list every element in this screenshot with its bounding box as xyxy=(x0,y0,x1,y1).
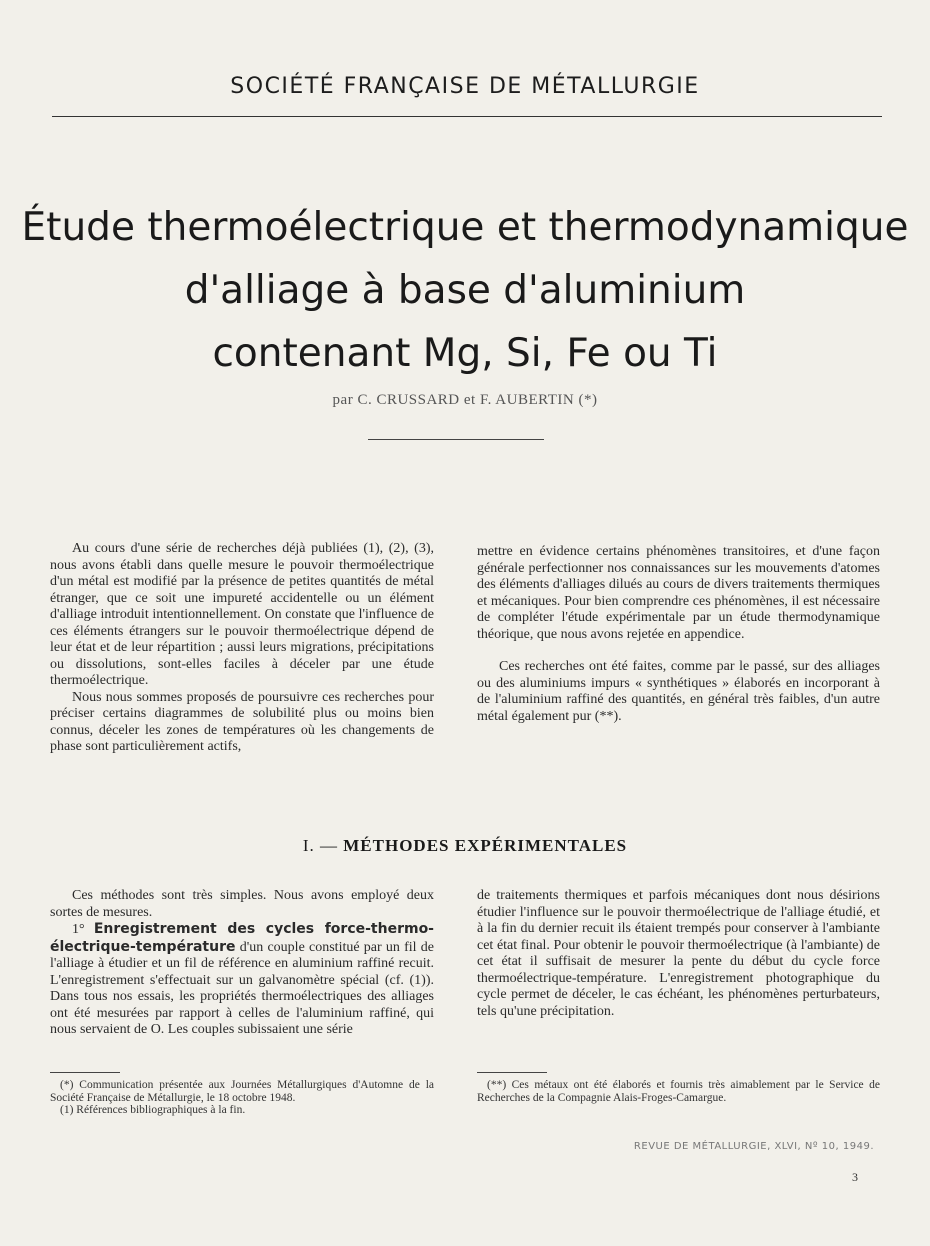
byline-conj: et xyxy=(463,392,476,408)
section-title: MÉTHODES EXPÉRIMENTALES xyxy=(343,836,628,855)
intro-paragraph-2: Nous nous sommes proposés de poursuivre ces recherches pour préciser certains diagrammes de solubilité plus ou moins bien connus, déceler les zones de températures où les changements de phase sont particulièrement actifs, xyxy=(50,689,434,754)
list-number: 1° xyxy=(72,922,85,937)
footnotes-left xyxy=(50,1079,434,1117)
footnote-1: (*) Communication présentée aux Journées Métallurgiques d'Automne de la Société Française de Métallurgie, le 18 octobre 1948. xyxy=(50,1079,434,1104)
intro-paragraph-3: mettre en évidence certains phénomènes transitoires, et d'une façon générale perfectionner nos connaissances sur les mouvements d'atomes des éléments d'alliages dilués au cours de divers traitements thermiques et mécaniques. Pour bien comprendre ces phénomènes, il est nécessaire de compléter l'étude expérimentale par un étude thermodynamique théorique, que nous avons rejetée en appendice. xyxy=(477,544,880,642)
methods-paragraph-2 xyxy=(50,921,434,1039)
method-text: d'un couple constitué par un fil de l'alliage à étudier et un fil de référence en aluminium raffiné recuit. L'enregistrement s'effectuait sur un galvanomètre spécial (cf. (1)). Dans tous nos essais, les propriétés thermoélectriques des alliages ont été mesurées par rapport à celles de l'aluminium raffiné, qui nous servaient de O. Les couples subissaient une série xyxy=(50,939,435,1037)
page-number: 3 xyxy=(852,1170,858,1184)
footnote-3: (**) Ces métaux ont été élaborés et fournis très aimablement par le Service de Recherches de la Compagnie Alais-Froges-Camargue. xyxy=(477,1079,880,1104)
footnote-2: (1) Références bibliographiques à la fin. xyxy=(60,1104,246,1116)
title-line-2: d'alliage à base d'aluminium xyxy=(184,268,746,313)
section-number: I. — xyxy=(302,836,339,855)
methods-left-column xyxy=(50,888,434,1039)
intro-paragraph-1: Au cours d'une série de recherches déjà publiées (1), (2), (3), nous avons établi dans quelle mesure le pouvoir thermoélectrique d'un métal est modifié par la présence de petites quantités de métal étranger, que ce soit une impureté accidentelle ou un élément d'alliage introduit intentionnellement. On constate que l'influence de ces éléments étrangers sur le pouvoir thermoélectrique dépend de leur état et de leur répartition ; aussi leurs migrations, précipitations ou dissolutions, sont-elles faciles à déceler par une étude thermoélectrique. xyxy=(50,541,434,688)
intro-left-column xyxy=(50,541,434,756)
author-2: F. AUBERTIN xyxy=(479,392,575,408)
footnote-rule-right xyxy=(477,1072,547,1073)
society-header: SOCIÉTÉ FRANÇAISE DE MÉTALLURGIE xyxy=(230,74,700,99)
journal-reference: REVUE DE MÉTALLURGIE, XLVI, Nº 10, 1949. xyxy=(633,1141,874,1152)
footnotes-right xyxy=(477,1079,880,1104)
byline-prefix: par xyxy=(332,392,354,408)
methods-paragraph-3: de traitements thermiques et parfois mécaniques dont nous désirions étudier l'influence sur le pouvoir thermoélectrique de l'alliage étudié, et à la fin du dernier recuit ils étaient trempés pour conserver à l'ambiante cet état final. Pour obtenir le pouvoir thermoélectrique (à l'ambiante) de cet état il suffisait de mesurer la pente du début du cycle force thermoélectrique-température. L'enregistrement photographique du cycle permet de déceler, le cas échéant, les phénomènes perturbateurs, tels qu'une précipitation. xyxy=(477,888,880,1019)
article-title xyxy=(0,196,930,385)
footnote-rule-left xyxy=(50,1072,120,1073)
intro-right-column xyxy=(477,544,880,725)
methods-paragraph-1: Ces méthodes sont très simples. Nous avons employé deux sortes de mesures. xyxy=(50,888,434,920)
methods-right-column xyxy=(477,888,880,1020)
title-line-1: Étude thermoélectrique et thermodynamique xyxy=(21,205,909,250)
byline xyxy=(0,392,930,409)
header-rule xyxy=(52,116,882,117)
footnote-marker: (*) xyxy=(578,392,598,408)
intro-paragraph-4: Ces recherches ont été faites, comme par le passé, sur des alliages ou des aluminiums impurs « synthétiques » élaborés en incorporant à de l'aluminium raffiné des quantités, en général très faibles, d'un autre métal également pur (**). xyxy=(477,659,880,724)
author-1: C. CRUSSARD xyxy=(357,392,460,408)
title-divider xyxy=(368,439,544,440)
title-line-3: contenant Mg, Si, Fe ou Ti xyxy=(212,331,718,376)
section-heading xyxy=(0,836,930,856)
method-heading: Enregistrement des cycles force-thermo-électrique-température xyxy=(50,921,434,955)
